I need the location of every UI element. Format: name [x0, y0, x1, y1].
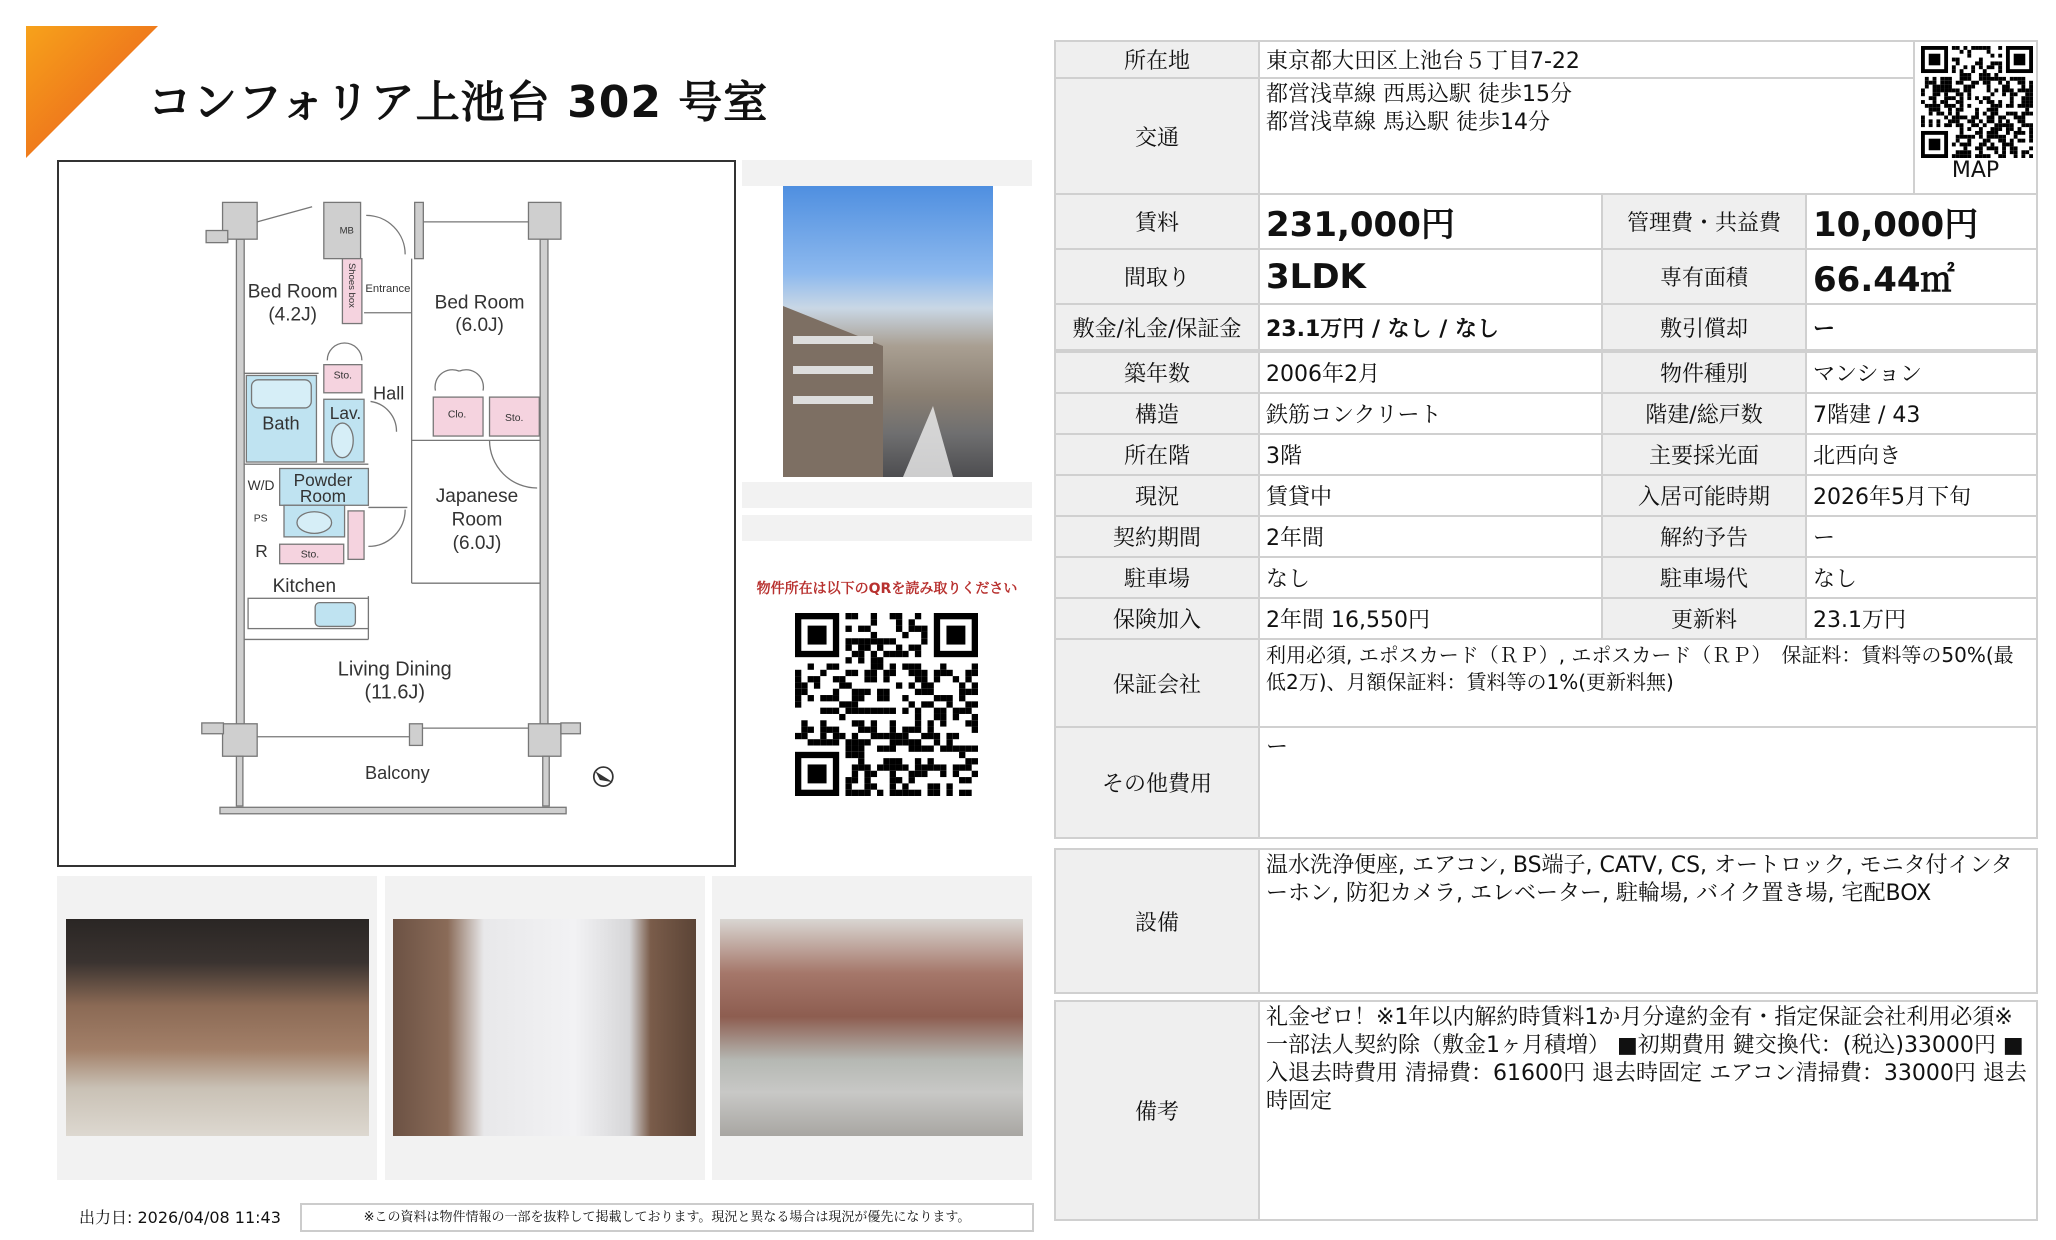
detail-value: 3階	[1259, 434, 1602, 475]
detail-label: 主要採光面	[1602, 434, 1806, 475]
divider	[742, 482, 1032, 508]
detail-label: 駐車場代	[1602, 557, 1806, 598]
detail-label: 所在階	[1055, 434, 1259, 475]
divider	[742, 515, 1032, 541]
mgmt-fee-value: 10,000円	[1806, 194, 2037, 249]
detail-row	[1055, 475, 2037, 516]
room-label: Living Dining	[337, 658, 452, 681]
room-label: Room	[299, 486, 347, 507]
room-label: Bed Room	[247, 281, 338, 303]
map-label: MAP	[1951, 158, 2000, 183]
other-fees-label: その他費用	[1055, 727, 1259, 838]
disclaimer: ※この資料は物件情報の一部を抜粋して掲載しております。現況と異なる場合は現況が優先になります。	[300, 1203, 1034, 1232]
room-label: Lav.	[329, 403, 362, 424]
detail-label: 階建/総戸数	[1602, 393, 1806, 434]
room-label: Bed Room	[434, 292, 525, 314]
detail-value: マンション	[1806, 352, 2037, 393]
transport-line: 都営浅草線 馬込駅 徒歩14分	[1266, 110, 1550, 135]
detail-label: 物件種別	[1602, 352, 1806, 393]
room-label: Clo.	[447, 409, 467, 421]
details-table	[1054, 351, 2038, 839]
room-label: PS	[253, 513, 268, 525]
room-label: Powder	[293, 469, 353, 490]
area-label: 専有面積	[1602, 249, 1806, 304]
detail-value: 2026年5月下旬	[1806, 475, 2037, 516]
remarks-value: 礼金ゼロ！※1年以内解約時賃料1か月分違約金有・指定保証会社利用必須※一部法人契約除（敷金1ヶ月積増） ■初期費用 鍵交換代：(税込)33000円 ■入退去時費用 清掃費：61600円 退去時固定 エアコン清掃費：33000円 退去時固定	[1259, 1001, 2037, 1220]
room-size: (4.2J)	[268, 304, 317, 326]
room-label: W/D	[247, 477, 275, 494]
detail-value: 2年間	[1259, 516, 1602, 557]
room-size: (6.0J)	[452, 532, 502, 554]
room-label: Bath	[262, 413, 300, 434]
map-qr-code[interactable]	[1921, 46, 2033, 158]
layout-value: 3LDK	[1259, 249, 1602, 304]
room-label: Hall	[373, 383, 405, 404]
address-label: 所在地	[1055, 41, 1259, 78]
detail-value: 鉄筋コンクリート	[1259, 393, 1602, 434]
transport-value	[1259, 78, 1914, 194]
room-label: R	[255, 541, 268, 562]
deposit-label: 敷金/礼金/保証金	[1055, 304, 1259, 350]
detail-label: 駐車場	[1055, 557, 1259, 598]
detail-row	[1055, 352, 2037, 393]
detail-row	[1055, 598, 2037, 639]
shikibiki-label: 敷引償却	[1602, 304, 1806, 350]
room-label: Room	[451, 509, 503, 531]
rent-value: 231,000円	[1259, 194, 1602, 249]
equipment-table	[1054, 848, 2038, 994]
brand-logo	[26, 26, 158, 158]
entrance-photo	[66, 919, 369, 1136]
detail-label: 契約期間	[1055, 516, 1259, 557]
detail-value: 23.1万円	[1806, 598, 2037, 639]
area-value: 66.44㎡	[1806, 249, 2037, 304]
map-qr-cell[interactable]	[1914, 41, 2037, 194]
transport-line: 都営浅草線 西馬込駅 徒歩15分	[1266, 82, 1572, 107]
summary-table	[1054, 40, 2038, 351]
detail-value: 7階建 / 43	[1806, 393, 2037, 434]
detail-value: ー	[1806, 516, 2037, 557]
detail-value: 2年間 16,550円	[1259, 598, 1602, 639]
detail-value: なし	[1806, 557, 2037, 598]
detail-label: 現況	[1055, 475, 1259, 516]
lobby-photo	[393, 919, 696, 1136]
detail-value: 北西向き	[1806, 434, 2037, 475]
room-label: Sto.	[333, 370, 353, 382]
common-area-photo	[720, 919, 1023, 1136]
address-value: 東京都大田区上池台５丁目7-22	[1259, 41, 1914, 78]
room-label: MB	[339, 225, 354, 237]
shikibiki-value: ー	[1806, 304, 2037, 350]
detail-label: 築年数	[1055, 352, 1259, 393]
detail-row	[1055, 557, 2037, 598]
equipment-label: 設備	[1055, 849, 1259, 993]
room-size: (11.6J)	[364, 681, 425, 704]
room-size: (6.0J)	[455, 314, 504, 336]
room-label: Sto.	[504, 412, 524, 424]
guarantee-label: 保証会社	[1055, 639, 1259, 727]
rent-label: 賃料	[1055, 194, 1259, 249]
detail-label: 更新料	[1602, 598, 1806, 639]
layout-label: 間取り	[1055, 249, 1259, 304]
detail-row	[1055, 516, 2037, 557]
transport-label: 交通	[1055, 78, 1259, 194]
remarks-label: 備考	[1055, 1001, 1259, 1220]
other-fees-value: ー	[1259, 727, 2037, 838]
detail-value: 賃貸中	[1259, 475, 1602, 516]
detail-label: 保険加入	[1055, 598, 1259, 639]
remarks-table	[1054, 1000, 2038, 1221]
detail-value: なし	[1259, 557, 1602, 598]
detail-row	[1055, 434, 2037, 475]
detail-label: 解約予告	[1602, 516, 1806, 557]
room-label: Kitchen	[272, 575, 337, 597]
divider	[742, 160, 1032, 186]
detail-label: 入居可能時期	[1602, 475, 1806, 516]
detail-value: 2006年2月	[1259, 352, 1602, 393]
qr-note: 物件所在は以下のQRを読み取りください	[756, 581, 1018, 597]
location-qr-code[interactable]	[795, 613, 978, 796]
deposit-value: 23.1万円 / なし / なし	[1259, 304, 1602, 350]
mgmt-fee-label: 管理費・共益費	[1602, 194, 1806, 249]
building-exterior-photo	[783, 186, 993, 477]
output-date: 出力日: 2026/04/08 11:43	[79, 1208, 281, 1227]
room-label: Shoes box	[345, 262, 357, 308]
room-label: Entrance	[365, 282, 411, 295]
compass-icon	[594, 767, 613, 786]
equipment-value: 温水洗浄便座, エアコン, BS端子, CATV, CS, オートロック, モニタ付インターホン, 防犯カメラ, エレベーター, 駐輪場, バイク置き場, 宅配BOX	[1259, 849, 2037, 993]
guarantee-value: 利用必須, エポスカード（ＲＰ）, エポスカード（ＲＰ） 保証料：賃料等の50%(最低2万)、月額保証料：賃料等の1%(更新料無)	[1259, 639, 2037, 727]
floor-plan	[57, 160, 736, 867]
room-label: Sto.	[300, 549, 320, 561]
room-label: Japanese	[435, 486, 519, 508]
detail-row	[1055, 393, 2037, 434]
room-label: Balcony	[365, 763, 430, 784]
page-title: コンフォリア上池台 302 号室	[148, 77, 769, 128]
detail-label: 構造	[1055, 393, 1259, 434]
